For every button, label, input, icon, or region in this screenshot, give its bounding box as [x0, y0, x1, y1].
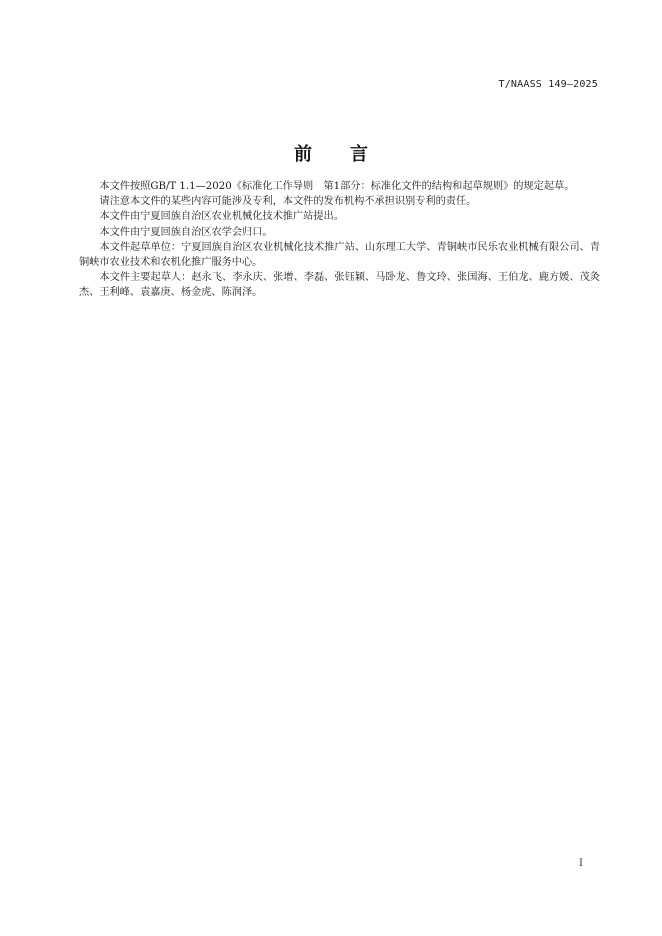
paragraph-drafters: 本文件主要起草人：赵永飞、李永庆、张增、李磊、张钰颖、马卧龙、鲁文玲、张国海、王伯龙、鹿方媛、茂灸杰、王利峰、袁嘉庚、杨金虎、陈润泽。 — [79, 272, 600, 299]
paragraph-patent-notice: 请注意本文件的某些内容可能涉及专利，本文件的发布机构不承担识别专利的责任。 — [99, 196, 477, 208]
paragraph-proposer: 本文件由宁夏回族自治区农业机械化技术推广站提出。 — [99, 211, 344, 223]
paragraph-drafting-units: 本文件起草单位：宁夏回族自治区农业机械化技术推广站、山东理工大学、青铜峡市民乐农业机械有限公司、青铜峡市农业技术和农机化推广服务中心。 — [79, 241, 600, 269]
page-title: 前言 — [294, 144, 406, 165]
page-number: I — [579, 858, 583, 869]
document-code: T/NAASS 149—2025 — [498, 79, 598, 90]
paragraph-drafting-rules: 本文件按照GB/T 1.1—2020《标准化工作导则 第1部分：标准化文件的结构和起草规则》的规定起草。 — [99, 181, 575, 192]
paragraph-responsible-unit: 本文件由宁夏回族自治区农学会归口。 — [99, 226, 273, 238]
foreword-body — [79, 179, 600, 301]
